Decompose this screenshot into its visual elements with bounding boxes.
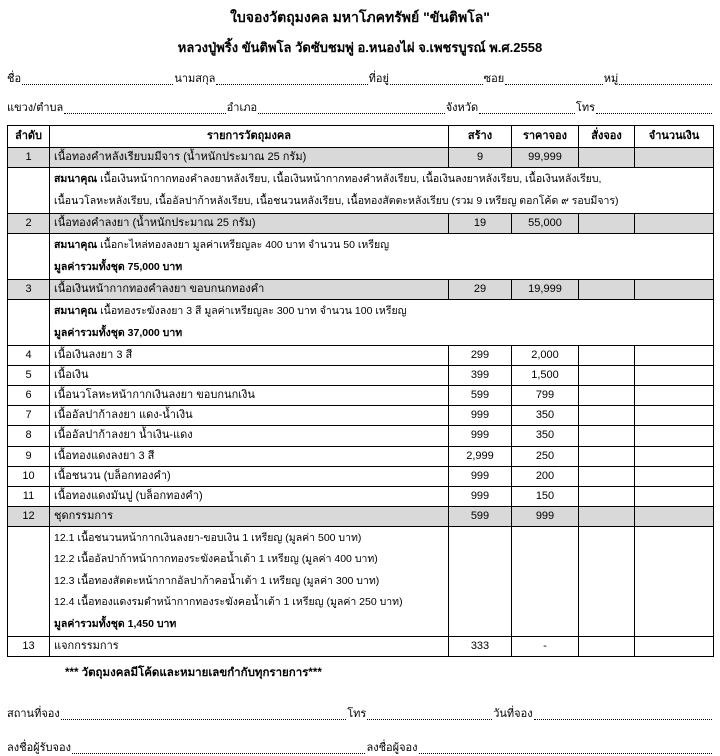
receiver-signature-label: ลงชื่อผู้รับจอง [7, 742, 71, 755]
amount-cell [635, 406, 714, 426]
order-qty-cell [579, 426, 635, 446]
phone-label: โทร [575, 102, 595, 114]
note-line: มูลค่ารวมทั้งชุด 37,000 บาท [54, 326, 183, 339]
table-row-item-1 [8, 148, 714, 168]
price-value: 150 [512, 486, 579, 506]
order-qty-cell [579, 486, 635, 506]
page-title: ใบจองวัตถุมงคล มหาโภคทรัพย์ "ขันติพโล" [230, 9, 490, 25]
price-value: 799 [512, 386, 579, 406]
row-number: 4 [8, 346, 50, 366]
price-value: 55,000 [512, 214, 579, 234]
price-value: 99,999 [512, 148, 579, 168]
item-name: เนื้ออัลปาก้าลงยา แดง-น้ำเงิน [50, 406, 449, 426]
order-qty-cell [579, 406, 635, 426]
bonus-note-content [50, 168, 714, 214]
price-value: 2,000 [512, 346, 579, 366]
price-value: 200 [512, 466, 579, 486]
order-qty-cell [579, 366, 635, 386]
table-row-item-11 [8, 486, 714, 506]
table-row-item-2 [8, 214, 714, 234]
item-name: เนื้ออัลปาก้าลงยา น้ำเงิน-แดง [50, 426, 449, 446]
order-qty-cell [579, 280, 635, 300]
row-number: 2 [8, 214, 50, 234]
note-amount-cell [635, 526, 714, 637]
item-name: เนื้อทองคำหลังเรียบมมีจาร (น้ำหนักประมาณ 25 กรัม) [50, 148, 449, 168]
made-count: 299 [449, 346, 512, 366]
order-qty-cell [579, 386, 635, 406]
item-name: เนื้อนวโลหะหน้ากากเงินลงยา ขอบกนกเงิน [50, 386, 449, 406]
price-value: 999 [512, 506, 579, 526]
row-number: 5 [8, 366, 50, 386]
receiver-signature-fill-line [72, 752, 366, 754]
col-header-price: ราคาจอง [512, 126, 579, 148]
booking-date-label: วันที่จอง [493, 708, 533, 721]
surname-label: นามสกุล [174, 73, 216, 85]
moo-fill-line [619, 83, 712, 85]
table-header-row [8, 126, 714, 148]
made-count: 9 [449, 148, 512, 168]
name-label: ชื่อ [7, 73, 22, 85]
note-line: 12.2 เนื้ออัลปาก้าหน้ากากทองระฆังคอน้ำเต้า 1 เหรียญ (มูลค่า 400 บาท) [54, 553, 378, 566]
bonus-label: สมนาคุณ [54, 305, 101, 318]
amount-cell [635, 366, 714, 386]
phone-fill-line [596, 112, 712, 114]
note-line: สมนาคุณ เนื้อกะไหล่ทองลงยา มูลค่าเหรียญละ 400 บาท จำนวน 50 เหรียญ [54, 239, 390, 252]
table-row-item-3 [8, 280, 714, 300]
bonus-note-row-3 [8, 300, 714, 346]
made-count: 599 [449, 386, 512, 406]
made-count: 333 [449, 637, 512, 657]
item-name: เนื้อเงินหน้ากากทองคำลงยา ขอบกนกทองคำ [50, 280, 449, 300]
booking-date-fill-line [534, 718, 712, 720]
amount-cell [635, 486, 714, 506]
note-line: มูลค่ารวมทั้งชุด 75,000 บาท [54, 260, 183, 273]
price-value: 1,500 [512, 366, 579, 386]
name-fill-line [22, 83, 173, 85]
table-row-item-6 [8, 386, 714, 406]
note-row-number-cell [8, 234, 50, 280]
note-line: เนื้อนวโลหะหลังเรียบ, เนื้ออัลปาก้าหลังเรียบ, เนื้อชนวนหลังเรียบ, เนื้อทองสัตตะหลังเรียบ (รวม 9 เหรียญ ตอกโค้ด ๙ รอบมีจาร) [54, 194, 619, 207]
row-number: 11 [8, 486, 50, 506]
surname-fill-line [216, 83, 367, 85]
code-footnote: *** วัตถุมงคลมีโค้ดและหมายเลขกำกับทุกรายการ*** [65, 667, 322, 680]
row-number: 3 [8, 280, 50, 300]
made-count: 19 [449, 214, 512, 234]
item-name: เนื้อทองคำลงยา (น้ำหนักประมาณ 25 กรัม) [50, 214, 449, 234]
made-count: 29 [449, 280, 512, 300]
price-value: 350 [512, 426, 579, 446]
order-qty-cell [579, 346, 635, 366]
note-order-cell [579, 526, 635, 637]
made-count: 999 [449, 466, 512, 486]
note-made-cell [449, 526, 512, 637]
bonus-note-row-1 [8, 168, 714, 214]
row-number: 7 [8, 406, 50, 426]
row-number: 6 [8, 386, 50, 406]
address-label: ที่อยู่ [368, 73, 389, 85]
bonus-label: สมนาคุณ [54, 173, 101, 186]
amount-cell [635, 386, 714, 406]
booker-signature-label: ลงชื่อผู้จอง [366, 742, 418, 755]
order-table [7, 125, 714, 657]
amount-cell [635, 426, 714, 446]
amount-cell [635, 637, 714, 657]
row-number: 13 [8, 637, 50, 657]
amount-cell [635, 466, 714, 486]
table-row-item-8 [8, 426, 714, 446]
table-row-item-10 [8, 466, 714, 486]
item-name: ชุดกรรมการ [50, 506, 449, 526]
note-line: 12.3 เนื้อทองสัตตะหน้ากากอัลปาก้าคอน้ำเต้า 1 เหรียญ (มูลค่า 300 บาท) [54, 574, 380, 587]
row-number: 12 [8, 506, 50, 526]
note-row-number-cell [8, 168, 50, 214]
subdistrict-label: แขวง/ตำบล [7, 102, 64, 114]
order-qty-cell [579, 506, 635, 526]
row-number: 1 [8, 148, 50, 168]
table-row-item-4 [8, 346, 714, 366]
note-row-number-cell [8, 526, 50, 637]
district-label: อำเภอ [226, 102, 258, 114]
item-name: เนื้อเงินลงยา 3 สี [50, 346, 449, 366]
form-line-location [7, 100, 713, 116]
order-qty-cell [579, 446, 635, 466]
moo-label: หมู่ [603, 73, 619, 85]
booking-phone-label: โทร [347, 708, 367, 721]
item-name: เนื้อชนวน (บล็อกทองคำ) [50, 466, 449, 486]
province-fill-line [479, 112, 575, 114]
amount-cell [635, 346, 714, 366]
row-number: 10 [8, 466, 50, 486]
table-row-item-9 [8, 446, 714, 466]
note-line: มูลค่ารวมทั้งชุด 1,450 บาท [54, 617, 177, 630]
bonus-note-content [50, 234, 714, 280]
booker-signature-fill-line [419, 752, 713, 754]
note-row-number-cell [8, 300, 50, 346]
note-line: สมนาคุณ เนื้อทองระฆังลงยา 3 สี มูลค่าเหรียญละ 300 บาท จำนวน 100 เหรียญ [54, 305, 407, 318]
row-number: 9 [8, 446, 50, 466]
note-line: 12.1 เนื้อชนวนหน้ากากเงินลงยา-ขอบเงิน 1 เหรียญ (มูลค่า 500 บาท) [54, 531, 362, 544]
soi-fill-line [505, 83, 603, 85]
row-number: 8 [8, 426, 50, 446]
soi-label: ซอย [483, 73, 505, 85]
note-price-cell [512, 526, 579, 637]
col-header-amount: จำนวนเงิน [635, 126, 714, 148]
col-header-no: ลำดับ [8, 126, 50, 148]
amount-cell [635, 446, 714, 466]
booking-place-label: สถานที่จอง [7, 708, 60, 721]
province-label: จังหวัด [445, 102, 479, 114]
booking-phone-fill-line [367, 718, 492, 720]
order-qty-cell [579, 214, 635, 234]
table-row-item-7 [8, 406, 714, 426]
order-qty-cell [579, 466, 635, 486]
footer-line-booking [7, 706, 713, 722]
table-row-item-13 [8, 637, 714, 657]
price-value: - [512, 637, 579, 657]
made-count: 399 [449, 366, 512, 386]
note-line: สมนาคุณ เนื้อเงินหน้ากากทองคำลงยาหลังเรียบ, เนื้อเงินหน้ากากทองคำหลังเรียบ, เนื้อเงินลงยาหลังเรียบ, เนื้อเงินหลังเรียบ, [54, 173, 602, 186]
bonus-note-content [50, 300, 714, 346]
price-value: 250 [512, 446, 579, 466]
order-qty-cell [579, 148, 635, 168]
made-count: 999 [449, 486, 512, 506]
bonus-label: สมนาคุณ [54, 239, 101, 252]
price-value: 350 [512, 406, 579, 426]
item-name: แจกกรรมการ [50, 637, 449, 657]
table-row-item-12 [8, 506, 714, 526]
made-count: 2,999 [449, 446, 512, 466]
made-count: 599 [449, 506, 512, 526]
bonus-note-row-2 [8, 234, 714, 280]
table-row-item-5 [8, 366, 714, 386]
col-header-made: สร้าง [449, 126, 512, 148]
amount-cell [635, 506, 714, 526]
col-header-order: สั่งจอง [579, 126, 635, 148]
footer-line-signatures [7, 740, 713, 756]
amount-cell [635, 148, 714, 168]
district-fill-line [258, 112, 445, 114]
item-name: เนื้อทองแดงลงยา 3 สี [50, 446, 449, 466]
price-value: 19,999 [512, 280, 579, 300]
amount-cell [635, 214, 714, 234]
order-qty-cell [579, 637, 635, 657]
form-line-personal [7, 71, 713, 87]
item-name: เนื้อเงิน [50, 366, 449, 386]
note-line: 12.4 เนื้อทองแดงรมดำหน้ากากทองระฆังคอน้ำเต้า 1 เหรียญ (มูลค่า 250 บาท) [54, 596, 403, 609]
made-count: 999 [449, 426, 512, 446]
bonus-note-content [50, 526, 449, 637]
amount-cell [635, 280, 714, 300]
item-name: เนื้อทองแดงมันปู (บล็อกทองคำ) [50, 486, 449, 506]
bonus-note-row-12 [8, 526, 714, 637]
page-subtitle: หลวงปู่พริ้ง ขันติพโล วัดซับชมพู่ อ.หนองไผ่ จ.เพชรบูรณ์ พ.ศ.2558 [177, 40, 543, 55]
made-count: 999 [449, 406, 512, 426]
col-header-item: รายการวัตถุมงคล [50, 126, 449, 148]
subdistrict-fill-line [64, 112, 225, 114]
address-fill-line [390, 83, 483, 85]
booking-place-fill-line [61, 718, 346, 720]
